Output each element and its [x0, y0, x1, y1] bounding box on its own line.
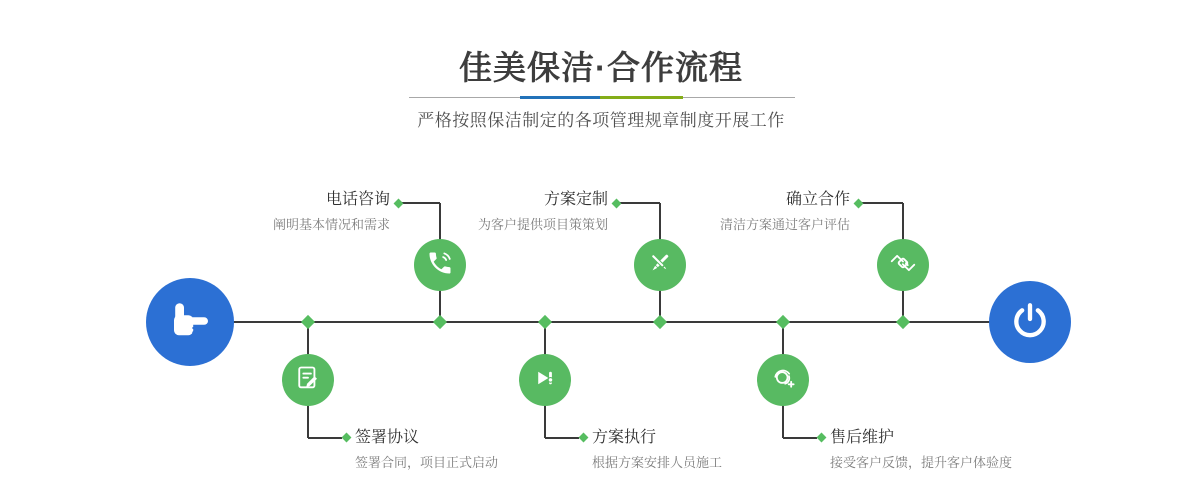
connector-line — [620, 202, 660, 204]
timeline-node-diamond — [896, 315, 910, 329]
step-icon-circle — [414, 239, 466, 291]
step-icon-circle — [877, 239, 929, 291]
label-diamond — [817, 433, 827, 443]
step-desc: 根据方案安排人员施工 — [592, 455, 723, 470]
step-title: 确立合作 — [785, 191, 850, 208]
step-icon-circle — [757, 354, 809, 406]
step-desc: 签署合同，项目正式启动 — [355, 455, 499, 470]
page-subtitle: 严格按照保洁制定的各项管理规章制度开展工作 — [417, 111, 785, 130]
pen-tools-icon — [646, 249, 674, 282]
step-icon-circle — [282, 354, 334, 406]
timeline-node-diamond — [538, 315, 552, 329]
step-title: 方案定制 — [543, 191, 608, 208]
step-label — [478, 190, 608, 233]
divider-blue-segment — [520, 96, 600, 99]
connector-line — [402, 202, 440, 204]
connector-line — [308, 437, 342, 439]
divider-green-segment — [600, 96, 683, 99]
hand-pointing-right-icon — [166, 296, 214, 349]
label-diamond — [854, 199, 864, 209]
step-icon-circle — [634, 239, 686, 291]
timeline-node-diamond — [653, 315, 667, 329]
play-step-icon — [531, 364, 559, 397]
timeline-node-diamond — [301, 315, 315, 329]
headset-plus-icon — [769, 364, 797, 397]
power-icon — [1010, 300, 1050, 345]
timeline-node-diamond — [433, 315, 447, 329]
timeline-start-node — [146, 278, 234, 366]
step-desc: 接受客户反馈，提升客户体验度 — [830, 455, 1013, 470]
step-label — [273, 190, 390, 233]
label-diamond — [342, 433, 352, 443]
step-label — [592, 428, 722, 471]
timeline-end-node — [989, 281, 1071, 363]
step-icon-circle — [519, 354, 571, 406]
handshake-icon — [888, 248, 918, 283]
title-divider — [409, 95, 795, 100]
step-desc: 为客户提供项目策策划 — [477, 217, 608, 232]
connector-line — [545, 437, 579, 439]
step-desc: 阐明基本情况和需求 — [272, 217, 390, 232]
step-title: 电话咨询 — [325, 191, 390, 208]
label-diamond — [579, 433, 589, 443]
step-label — [355, 428, 498, 471]
page-title: 佳美保洁·合作流程 — [459, 49, 743, 86]
timeline-node-diamond — [776, 315, 790, 329]
step-title: 售后维护 — [830, 429, 895, 446]
step-desc: 清洁方案通过客户评估 — [719, 217, 850, 232]
document-sign-icon — [294, 364, 322, 397]
label-diamond — [612, 199, 622, 209]
step-title: 方案执行 — [592, 429, 657, 446]
step-label — [830, 428, 1012, 471]
connector-line — [862, 202, 903, 204]
phone-icon — [426, 249, 454, 282]
step-title: 签署协议 — [355, 429, 420, 446]
connector-line — [783, 437, 817, 439]
label-diamond — [394, 199, 404, 209]
step-label — [720, 190, 850, 233]
